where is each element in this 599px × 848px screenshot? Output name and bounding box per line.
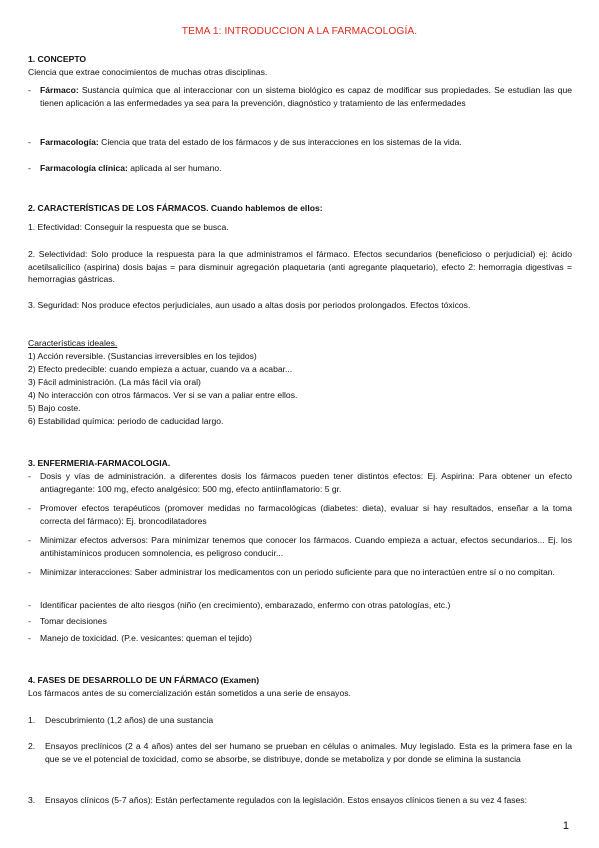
list-number: 2.: [28, 741, 36, 751]
list-item: Tomar decisiones: [40, 616, 107, 626]
list-item: Fármaco: Sustancia química que al interaccionar con un sistema biológico es capaz de modificar sus propiedades. Se estudian las que tienen aplicación a las enfermedades ya sea para la prevención, diagnóstico y tratamiento de las enfermedades: [40, 85, 572, 108]
term: Farmacología clínica:: [40, 163, 128, 173]
bullet-dash: -: [28, 600, 31, 610]
list-item: Ensayos preclínicos (2 a 4 años) antes del ser humano se prueban en células o animales. Muy legislado. Esta es la primera fase en la que se ve el potencial de toxicidad, como se absorbe, se distribuye, donde se metaboliza y por donde se elimina la sustancia: [45, 741, 572, 764]
section-4-heading: 4. FASES DE DESARROLLO DE UN FÁRMACO (Examen): [28, 675, 260, 685]
section-4-intro: Los fármacos antes de su comercialización están sometidos a una serie de ensayos.: [28, 688, 351, 698]
list-number: 1.: [28, 715, 36, 725]
list-item: 3) Fácil administración. (La más fácil vía oral): [28, 377, 201, 387]
bullet-dash: -: [28, 471, 31, 481]
section-1-heading: 1. CONCEPTO: [28, 54, 87, 64]
paragraph: 2. Selectividad: Solo produce la respuesta para la que administramos el fármaco. Efectos secundarios (beneficioso o perjudicial) ej: ácido acetilsalicílico (aspirina) dosis bajas = para disminuir agregación plaquetaria (anti agregante plaquetario), efecto 2: hemorragia digestivas = hemorragias gástricas.: [28, 249, 572, 285]
bullet-dash: -: [28, 567, 31, 577]
list-number: 3.: [28, 795, 36, 805]
ideal-heading: Características ideales.: [28, 338, 118, 348]
list-item: 1) Acción reversible. (Sustancias irreversibles en los tejidos): [28, 351, 257, 361]
list-item: Dosis y vías de administración. a diferentes dosis los fármacos pueden tener distintos efectos: Ej. Aspirina: Para obtener un efecto antiagregante: 100 mg, efecto analgésico: 500 mg, efecto antiinflamatorio: 5 gr.: [40, 471, 572, 494]
term: Farmacología:: [40, 137, 99, 147]
list-item: Ensayos clínicos (5-7 años): Están perfectamente regulados con la legislación. Estos ensayos clínicos tienen a su vez 4 fases:: [45, 795, 527, 805]
list-item: Minimizar efectos adversos: Para minimizar tenemos que conocer los fármacos. Cuando empieza a actuar, efectos secundarios... Ej. los antihistamínicos producen somnolencia, es peligroso conducir...: [40, 535, 572, 558]
list-item: Promover efectos terapéuticos (promover medidas no farmacológicas (diabetes: dieta), evaluar si hay resultados, enseñar a la toma correcta del fármaco): Ej. broncodilatadores: [40, 503, 572, 526]
list-item: 4) No interacción con otros fármacos. Ver si se van a paliar entre ellos.: [28, 390, 298, 400]
list-item: Descubrimiento (1,2 años) de una sustancia: [45, 715, 214, 725]
list-item: 6) Estabilidad química: periodo de caducidad largo.: [28, 416, 224, 426]
paragraph: 3. Seguridad: Nos produce efectos perjudiciales, aun usado a altas dosis por periodos prolongados. Efectos tóxicos.: [28, 300, 471, 310]
paragraph: 1. Efectividad: Conseguir la respuesta que se busca.: [28, 222, 229, 232]
page-number: 1: [562, 820, 569, 832]
bullet-dash: -: [28, 503, 31, 513]
list-item: Manejo de toxicidad. (P.e. vesicantes: queman el tejido): [40, 633, 252, 643]
list-item: Minimizar interacciones: Saber administrar los medicamentos con un periodo suficiente para que no interactúen entre sí o no compitan.: [40, 567, 555, 577]
list-item: Identificar pacientes de alto riesgos (niño (en crecimiento), embarazado, enfermo con otras patologías, etc.): [40, 600, 451, 610]
list-item: Farmacología clínica: aplicada al ser humano.: [40, 163, 222, 173]
document-title: TEMA 1: INTRODUCCION A LA FARMACOLOGÍA.: [181, 26, 418, 37]
section-2-heading: 2. CARACTERÍSTICAS DE LOS FÁRMACOS. Cuando hablemos de ellos:: [28, 203, 323, 213]
list-item: 5) Bajo coste.: [28, 403, 81, 413]
bullet-dash: -: [28, 163, 31, 173]
term: Fármaco:: [40, 85, 79, 95]
bullet-dash: -: [28, 535, 31, 545]
bullet-dash: -: [28, 633, 31, 643]
list-item: 2) Efecto predecible: cuando empieza a actuar, cuando va a acabar...: [28, 364, 293, 374]
bullet-dash: -: [28, 137, 31, 147]
bullet-dash: -: [28, 616, 31, 626]
list-item: Farmacología: Ciencia que trata del estado de los fármacos y de sus interacciones en los sistemas de la vida.: [40, 137, 462, 147]
bullet-dash: -: [28, 85, 31, 95]
section-3-heading: 3. ENFERMERIA-FARMACOLOGIA.: [28, 458, 171, 468]
section-1-intro: Ciencia que extrae conocimientos de muchas otras disciplinas.: [28, 67, 268, 77]
